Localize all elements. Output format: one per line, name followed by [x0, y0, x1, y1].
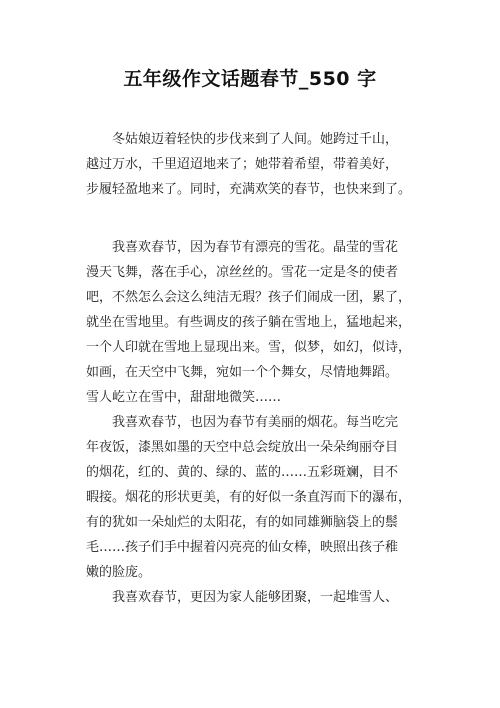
text-line: 越过万水，千里迢迢地来了；她带着希望，带着美好，: [86, 157, 399, 172]
paragraph-1: [86, 127, 422, 202]
paragraphs-main: [86, 235, 422, 610]
text-line: 暇接。烟花的形状更美，有的好似一条直泻而下的瀑布，: [86, 490, 412, 505]
text-line: 毛……孩子们手中握着闪亮亮的仙女棒，映照出孩子稚: [86, 540, 399, 555]
text-line: 有的犹如一朵灿烂的太阳花，有的如同雄狮脑袋上的鬃: [86, 515, 399, 530]
text-line: 冬姑娘迈着轻快的步伐来到了人间。她跨过千山，: [112, 132, 399, 147]
paragraph-3: [86, 410, 422, 585]
text-line: 我喜欢春节，更因为家人能够团聚，一起堆雪人、: [112, 590, 399, 605]
paragraph-2: [86, 235, 422, 410]
text-line: 漫天飞舞，落在手心，凉丝丝的。雪花一定是冬的使者: [86, 265, 399, 280]
text-line: 的烟花，红的、黄的、绿的、蓝的……五彩斑斓，目不: [86, 465, 399, 480]
paragraph-4: [86, 585, 422, 610]
text-line: 年夜饭，漆黑如墨的天空中总会绽放出一朵朵绚丽夺目: [86, 440, 399, 455]
text-line: 嫩的脸庞。: [86, 565, 152, 580]
text-line: 步履轻盈地来了。同时，充满欢笑的春节，也快来到了。: [86, 182, 412, 197]
text-line: 我喜欢春节，因为春节有漂亮的雪花。晶莹的雪花: [112, 240, 399, 255]
text-line: 一个人印就在雪地上显现出来。雪，似梦，如幻，似诗，: [86, 340, 412, 355]
text-line: 吧，不然怎么会这么纯洁无瑕？孩子们闹成一团，累了，: [86, 290, 412, 305]
text-line: 雪人屹立在雪中，甜甜地微笑……: [86, 390, 282, 405]
text-line: 就坐在雪地里。有些调皮的孩子躺在雪地上，猛地起来，: [86, 315, 412, 330]
page-title: 五年级作文话题春节_550 字: [123, 68, 377, 90]
text-line: 我喜欢春节，也因为春节有美丽的烟花。每当吃完: [112, 415, 399, 430]
text-line: 如画，在天空中飞舞，宛如一个个舞女，尽情地舞蹈。: [86, 365, 399, 380]
